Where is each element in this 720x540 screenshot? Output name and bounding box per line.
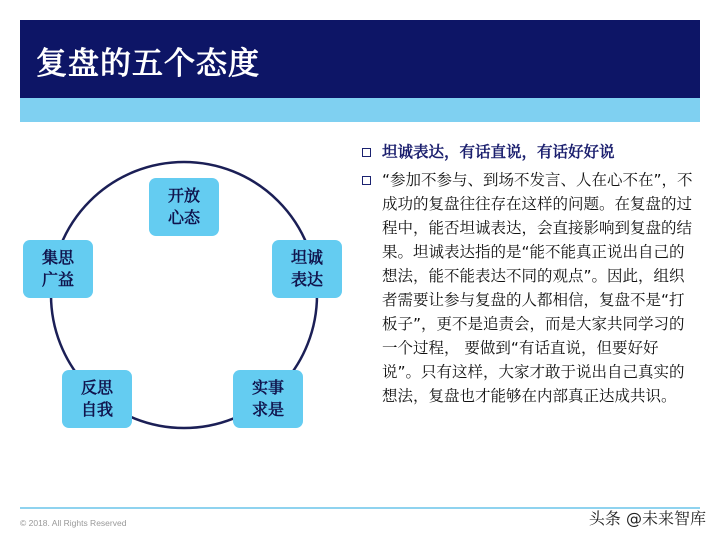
bullet-item-1: [360, 140, 695, 164]
node-wisdom-line1: 集思: [41, 248, 74, 267]
bullet-1-text: 坦诚表达，有话直说，有话好好说: [382, 143, 615, 161]
node-candid-line1: 坦诚: [290, 248, 323, 267]
square-bullet-icon: [362, 176, 371, 185]
node-open-line2: 心态: [167, 208, 200, 227]
watermark-text: 头条 @未来智库: [588, 509, 706, 528]
node-candid-line2: 表达: [290, 270, 323, 289]
node-seek-truth: [233, 370, 303, 428]
bullet-item-2: [360, 168, 695, 408]
node-open-line1: 开放: [167, 186, 200, 205]
node-self-reflection: [62, 370, 132, 428]
node-truth-line1: 实事: [251, 378, 284, 397]
node-open-mindset: [149, 178, 219, 236]
square-bullet-icon: [362, 148, 371, 157]
node-truth-line2: 求是: [251, 400, 284, 419]
copyright-text: © 2018. All Rights Reserved: [20, 518, 127, 528]
node-collective-wisdom: [23, 240, 93, 298]
content-panel: [360, 140, 695, 408]
node-reflect-line1: 反思: [80, 378, 113, 397]
node-candid-expression: [272, 240, 342, 298]
slide-title: 复盘的五个态度: [36, 46, 260, 82]
node-wisdom-line2: 广益: [41, 270, 74, 289]
node-reflect-line2: 自我: [80, 400, 113, 419]
bullet-2-text: “参加不参与、到场不发言、人在心不在”，不成功的复盘往往存在这样的问题。在复盘的过程中，能否坦诚表达，会直接影响到复盘的结果。坦诚表达指的是“能不能真正说出自己的想法，能不能表达不同的观点”。因此，组织者需要让参与复盘的人都相信，复盘不是“打板子”，更不是追责会，而是大家共同学习的一个过程， 要做到“有话直说，但要好好说”。只有这样，大家才敢于说出自己真实的想法，复盘也才能够在内部真正达成共识。: [382, 171, 693, 405]
